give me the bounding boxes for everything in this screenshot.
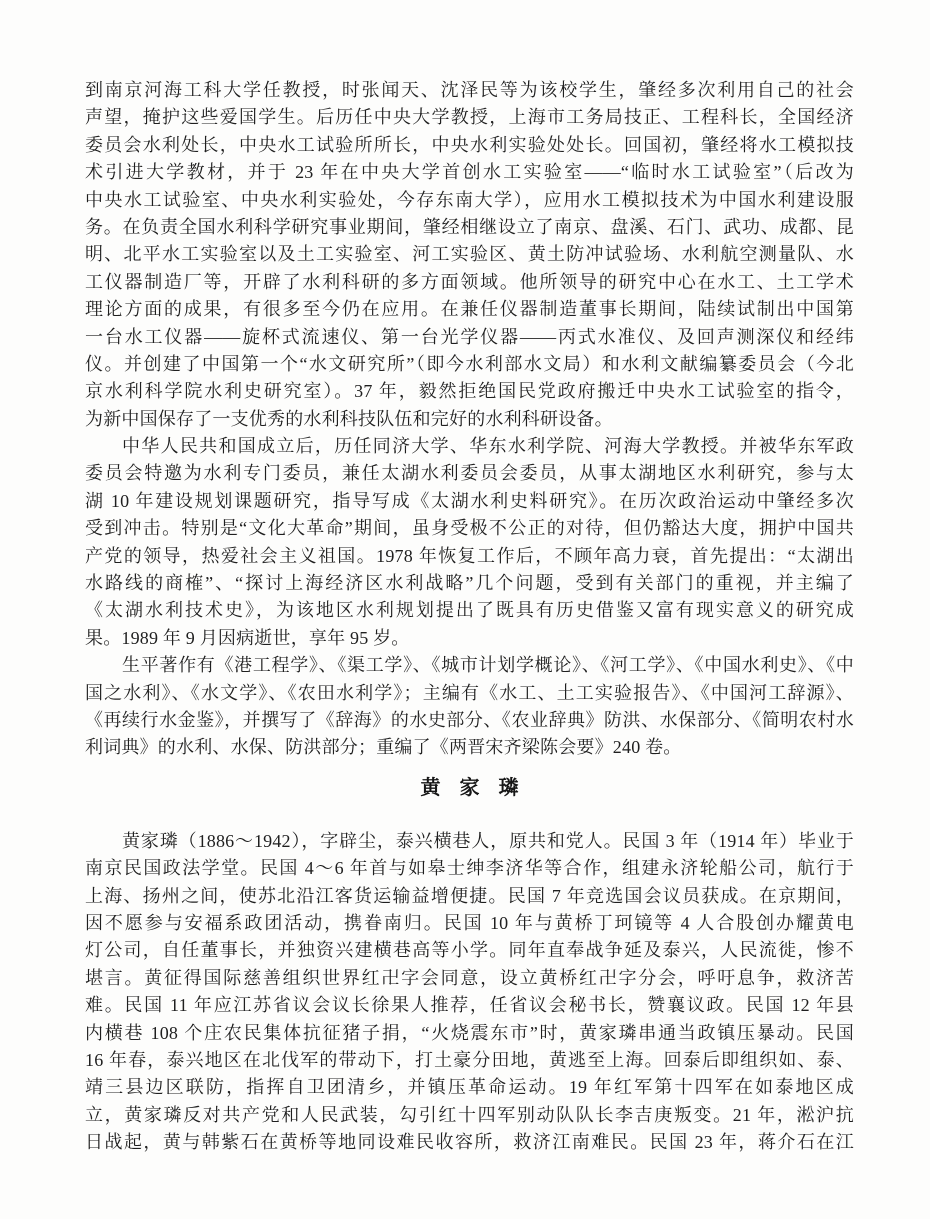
- text-line: 中央水工试验室、中央水利实验处，今存东南大学），应用水工模拟技术为中国水利建设服: [85, 189, 854, 210]
- paragraph-zheng-career: [85, 77, 854, 433]
- text-line: 仪。并创建了中国第一个“水文研究所”（即今水利部水文局）和水利文献编纂委员会（今北: [85, 353, 854, 374]
- text-line: 16 年春，泰兴地区在北伐军的带动下，打土豪分田地，黄逃至上海。回泰后即组织如、泰、: [85, 1049, 854, 1070]
- text-line: 灯公司，自任董事长，并独资兴建横巷高等小学。同年直奉战争延及泰兴，人民流徙，惨不: [85, 940, 854, 961]
- section-heading-huangjialin: 黄家璘: [420, 776, 538, 799]
- text-line: 术引进大学教材，并于 23 年在中央大学首创水工实验室——“临时水工试验室”（后改为: [85, 162, 854, 183]
- text-line: 委员会水利处长，中央水工试验所所长，中央水利实验处处长。回国初，肇经将水工模拟技: [85, 134, 854, 155]
- text-line: 务。在负责全国水利科学研究事业期间，肇经相继设立了南京、盘溪、石门、武功、成都、昆: [85, 216, 854, 237]
- text-line: 生平著作有《港工程学》、《渠工学》、《城市计划学概论》、《河工学》、《中国水利史》、《中: [122, 655, 854, 676]
- text-line: 受到冲击。特别是“文化大革命”期间，虽身受极不公正的对待，但仍豁达大度，拥护中国共: [85, 518, 854, 539]
- text-line: 理论方面的成果，有很多至今仍在应用。在兼任仪器制造董事长期间，陆续试制出中国第: [85, 299, 854, 320]
- text-line: 湖 10 年建设规划课题研究，指导写成《太湖水利史料研究》。在历次政治运动中肇经多次: [85, 490, 854, 511]
- text-line: 《再续行水金鉴》，并撰写了《辞海》的水史部分、《农业辞典》防洪、水保部分、《简明农村水: [85, 709, 854, 730]
- text-line: 堪言。黄征得国际慈善组织世界红卍字会同意，设立黄桥红卍字分会，呼吁息争，救济苦: [85, 967, 854, 988]
- text-line: 《太湖水利技术史》，为该地区水利规划提出了既具有历史借鉴又富有现实意义的研究成: [85, 600, 854, 621]
- page-text-block: [85, 77, 854, 1156]
- text-line: 上海、扬州之间，使苏北沿江客货运输益增便捷。民国 7 年竞选国会议员获成。在京期间，: [85, 885, 854, 906]
- text-line: 到南京河海工科大学任教授，时张闻天、沈泽民等为该校学生，肇经多次利用自己的社会: [85, 80, 854, 100]
- text-line: 果。1989 年 9 月因病逝世，享年 95 岁。: [85, 627, 410, 648]
- text-line: 明、北平水工实验室以及土工实验室、河工实验区、黄土防冲试验场、水利航空测量队、水: [85, 244, 854, 265]
- text-line: 南京民国政法学堂。民国 4～6 年首与如皋士绅李济华等合作，组建永济轮船公司，航行于: [85, 858, 854, 879]
- text-line: 因不愿参与安福系政团活动，携眷南归。民国 10 年与黄桥丁珂镜等 4 人合股创办耀黄电: [85, 912, 854, 933]
- text-line: 一台水工仪器——旋杯式流速仪、第一台光学仪器——丙式水准仪、及回声测深仪和经纬: [85, 326, 854, 347]
- text-line: 工仪器制造厂等，开辟了水利科研的多方面领域。他所领导的研究中心在水工、土工学术: [85, 271, 854, 292]
- text-line: 中华人民共和国成立后，历任同济大学、华东水利学院、河海大学教授。并被华东军政: [122, 436, 854, 457]
- text-line: 黄家璘（1886～1942），字辟尘，泰兴横巷人，原共和党人。民国 3 年（1914 年）毕业于: [122, 830, 854, 851]
- paragraph-huang-biography: [85, 828, 854, 1157]
- text-line: 靖三县边区联防，指挥自卫团清乡，并镇压革命运动。19 年红军第十四军在如泰地区成: [85, 1077, 854, 1098]
- text-line: 国之水利》、《水文学》、《农田水利学》；主编有《水工、土工实验报告》、《中国河工辞源》、: [85, 682, 854, 703]
- text-line: 内横巷 108 个庄农民集体抗征猪子捐，“火烧震东市”时，黄家璘串通当政镇压暴动。民国: [85, 1022, 854, 1043]
- paragraph-zheng-works: [85, 652, 854, 762]
- text-line: 日战起，黄与韩紫石在黄桥等地同设难民收容所，救济江南难民。民国 23 年，蒋介石在江: [85, 1132, 854, 1153]
- text-line: 委员会特邀为水利专门委员，兼任太湖水利委员会委员，从事太湖地区水利研究，参与太: [85, 463, 854, 484]
- text-line: 产党的领导，热爱社会主义祖国。1978 年恢复工作后，不顾年高力衰，首先提出：“太湖出: [85, 545, 854, 566]
- text-line: 水路线的商榷”、“探讨上海经济区水利战略”几个问题，受到有关部门的重视，并主编了: [85, 573, 854, 594]
- text-line: 京水利科学院水利史研究室）。37 年，毅然拒绝国民党政府搬迁中央水工试验室的指令，: [85, 381, 854, 402]
- text-line: 难。民国 11 年应江苏省议会议长徐果人推荐，任省议会秘书长，赞襄议政。民国 12 年县: [85, 995, 854, 1016]
- paragraph-zheng-prc-period: [85, 433, 854, 652]
- text-line: 利词典》的水利、水保、防洪部分；重编了《两晋宋齐梁陈会要》240 卷。: [85, 737, 682, 758]
- text-line: 声望，掩护这些爱国学生。后历任中央大学教授，上海市工务局技正、工程科长，全国经济: [85, 107, 854, 128]
- text-line: 立，黄家璘反对共产党和人民武装，勾引红十四军别动队队长李吉庚叛变。21 年，淞沪抗: [85, 1104, 854, 1125]
- text-line: 为新中国保存了一支优秀的水利科技队伍和完好的水利科研设备。: [85, 408, 613, 429]
